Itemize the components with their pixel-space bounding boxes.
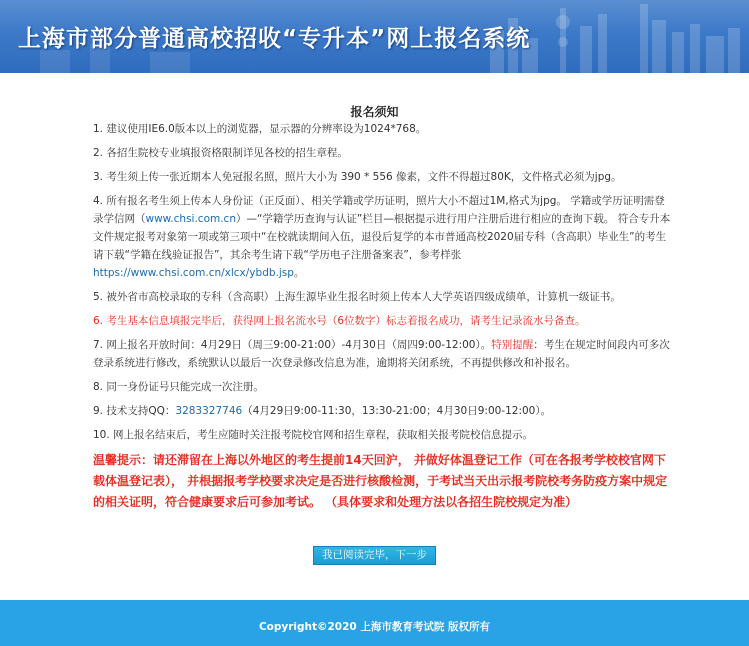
notice-item-1: 1. 建议使用IE6.0版本以上的浏览器，显示器的分辨率设为1024*768。	[93, 123, 427, 135]
footer	[0, 600, 749, 646]
warm-tip: 温馨提示：请还滞留在上海以外地区的考生提前14天回沪， 并做好体温登记工作（可在各报考学校校官网下载体温登记表）， 并根据报考学校要求决定是否进行核酸检测，于考试当天出示报考院校考务防疫方案中规定的相关证明，符合健康要求后可参加考试。 （具体要求和处理方法以各招生院校规定为准）	[93, 453, 668, 509]
xueli-form-link[interactable]: “学历电子注册备案表”	[303, 249, 409, 261]
support-qq-link[interactable]: 3283327746	[175, 405, 243, 417]
notice-item-4-text-a: 4. 所有报名考生须上传本人身份证（正反面）、相关学籍或学历证明，照片大小不超过1M,格式为jpg。 学籍或学历证明需登录学信网（	[93, 195, 665, 225]
notice-item-7-text-b: ：考生在规定时间段内可多次登录系统进行修改，系统默认以最后一次登录修改信息为准，逾期将关闭系统，不再提供修改和补报名。	[93, 339, 670, 369]
notice-item-8: 8. 同一身份证号只能完成一次注册。	[93, 381, 264, 393]
notice-item-5: 5. 被外省市高校录取的专科（含高职）上海生源毕业生报名时须上传本人大学英语四级成绩单，计算机一级证书。	[93, 291, 621, 303]
notice-item-9-text-a: 9. 技术支持QQ：	[93, 405, 176, 417]
notice-item-9-text-b: （4月29日9:00-11:30，13:30-21:00；4月30日9:00-12:00）。	[242, 405, 552, 417]
notice-item-7	[93, 336, 671, 372]
notice-item-4-text-b: ）—“学籍学历查询与认证”栏目—根据提示进行用户注册后进行相应的查询下载。 符合专升本文件规定报考对象第一项或第三项中“在校就读期间入伍，退役后复学的本市普通高校2020届专科（含高职）毕业生”的考生请下载	[93, 213, 671, 261]
xueji-report-link[interactable]: “学籍在线验证报告”	[124, 249, 220, 261]
notice-content	[93, 120, 671, 513]
notice-item-9	[93, 402, 671, 420]
notice-item-3: 3. 考生须上传一张近期本人免冠报名照，照片大小为 390 * 556 像素，文件不得超过80K，文件格式必须为jpg。	[93, 171, 622, 183]
notice-item-2: 2. 各招生院校专业填报资格限制详见各校的招生章程。	[93, 147, 348, 159]
notice-item-10: 10. 网上报名结束后，考生应随时关注报考院校官网和招生章程，获取相关报考院校信息提示。	[93, 429, 534, 441]
copyright-text: Copyright©2020 上海市教育考试院 版权所有	[258, 621, 491, 633]
chsi-link[interactable]: www.chsi.com.cn	[145, 213, 236, 225]
header-banner	[0, 0, 749, 73]
notice-title: 报名须知	[350, 105, 399, 119]
notice-item-7-text-a: 7. 网上报名开放时间：4月29日（周三9:00-21:00）-4月30日（周四9:00-12:00）。	[93, 339, 492, 351]
sample-link[interactable]: https://www.chsi.com.cn/xlcx/ybdb.jsp	[93, 267, 294, 279]
notice-item-4-end: 。	[293, 267, 305, 279]
notice-item-4-text-c: ，其余考生请下载	[219, 249, 304, 261]
special-reminder-label: 特别提醒	[491, 339, 534, 351]
notice-item-4	[93, 192, 671, 282]
notice-item-4-text-d: ，参考样张	[408, 249, 462, 261]
site-title: 上海市部分普通高校招收“专升本”网上报名系统	[18, 26, 531, 52]
notice-item-6: 6. 考生基本信息填报完毕后，获得网上报名流水号（6位数字）标志着报名成功，请考生记录流水号备查。	[93, 315, 586, 327]
next-step-button[interactable]: 我已阅读完毕，下一步	[313, 546, 436, 565]
